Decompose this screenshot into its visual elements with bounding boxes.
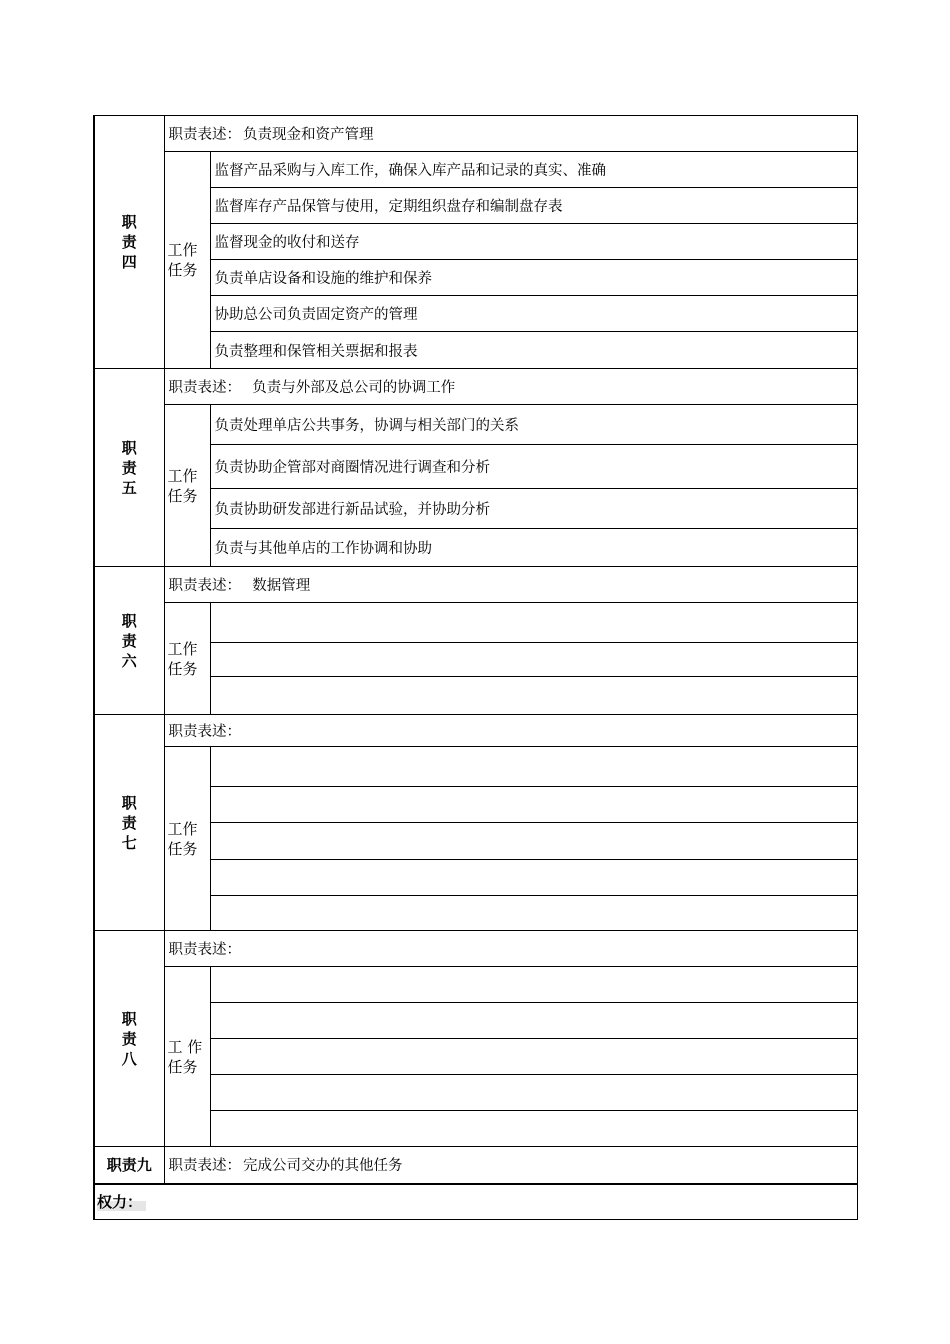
duty-6-task-3	[210, 677, 857, 715]
power-row	[94, 1184, 857, 1220]
power-label: 权力：	[97, 1193, 146, 1211]
duty-7-task-label: 工作 任务	[164, 747, 210, 931]
duty-6-description: 职责表述： 数据管理	[164, 567, 857, 603]
duty-4-header: 职 责 四	[94, 116, 164, 369]
duty-8-task-5	[210, 1111, 857, 1147]
duty-5-task-label: 工作 任务	[164, 405, 210, 567]
duty-7-description: 职责表述：	[164, 715, 857, 747]
duty-8-task-1	[210, 967, 857, 1003]
duty-8-task-label: 工 作 任务	[164, 967, 210, 1147]
duty-9-header: 职责九	[94, 1147, 164, 1184]
duty-7-task-2	[210, 787, 857, 823]
duty-4-task-5: 协助总公司负责固定资产的管理	[210, 296, 857, 332]
duty-5-task-3: 负责协助研发部进行新品试验，并协助分析	[210, 489, 857, 529]
duty-5-description: 职责表述： 负责与外部及总公司的协调工作	[164, 369, 857, 405]
duty-7-task-3	[210, 823, 857, 860]
duty-5-task-4: 负责与其他单店的工作协调和协助	[210, 529, 857, 567]
duty-8-task-4	[210, 1075, 857, 1111]
duty-8-header: 职 责 八	[94, 931, 164, 1147]
duty-5-task-2: 负责协助企管部对商圈情况进行调查和分析	[210, 445, 857, 489]
duty-7-header: 职 责 七	[94, 715, 164, 931]
duty-7-task-5	[210, 896, 857, 931]
duty-7-task-1	[210, 747, 857, 787]
duty-9-description: 职责表述： 完成公司交办的其他任务	[164, 1147, 857, 1184]
duty-4-task-6: 负责整理和保管相关票据和报表	[210, 332, 857, 369]
duty-5-header: 职 责 五	[94, 369, 164, 567]
duty-6-task-1	[210, 603, 857, 643]
duty-6-task-2	[210, 643, 857, 677]
duty-4-description: 职责表述： 负责现金和资产管理	[164, 116, 857, 152]
duties-grid	[93, 115, 858, 1220]
duty-6-task-label: 工作 任务	[164, 603, 210, 715]
duty-4-task-1: 监督产品采购与入库工作，确保入库产品和记录的真实、准确	[210, 152, 857, 188]
duty-4-task-3: 监督现金的收付和送存	[210, 224, 857, 260]
duty-4-task-2: 监督库存产品保管与使用，定期组织盘存和编制盘存表	[210, 188, 857, 224]
duty-6-header: 职 责 六	[94, 567, 164, 715]
duty-4-task-label: 工作 任务	[164, 152, 210, 369]
duty-5-task-1: 负责处理单店公共事务，协调与相关部门的关系	[210, 405, 857, 445]
duty-4-task-4: 负责单店设备和设施的维护和保养	[210, 260, 857, 296]
job-description-table	[93, 115, 856, 1220]
duty-8-task-2	[210, 1003, 857, 1039]
duty-8-task-3	[210, 1039, 857, 1075]
duty-8-description: 职责表述：	[164, 931, 857, 967]
duty-7-task-4	[210, 860, 857, 896]
